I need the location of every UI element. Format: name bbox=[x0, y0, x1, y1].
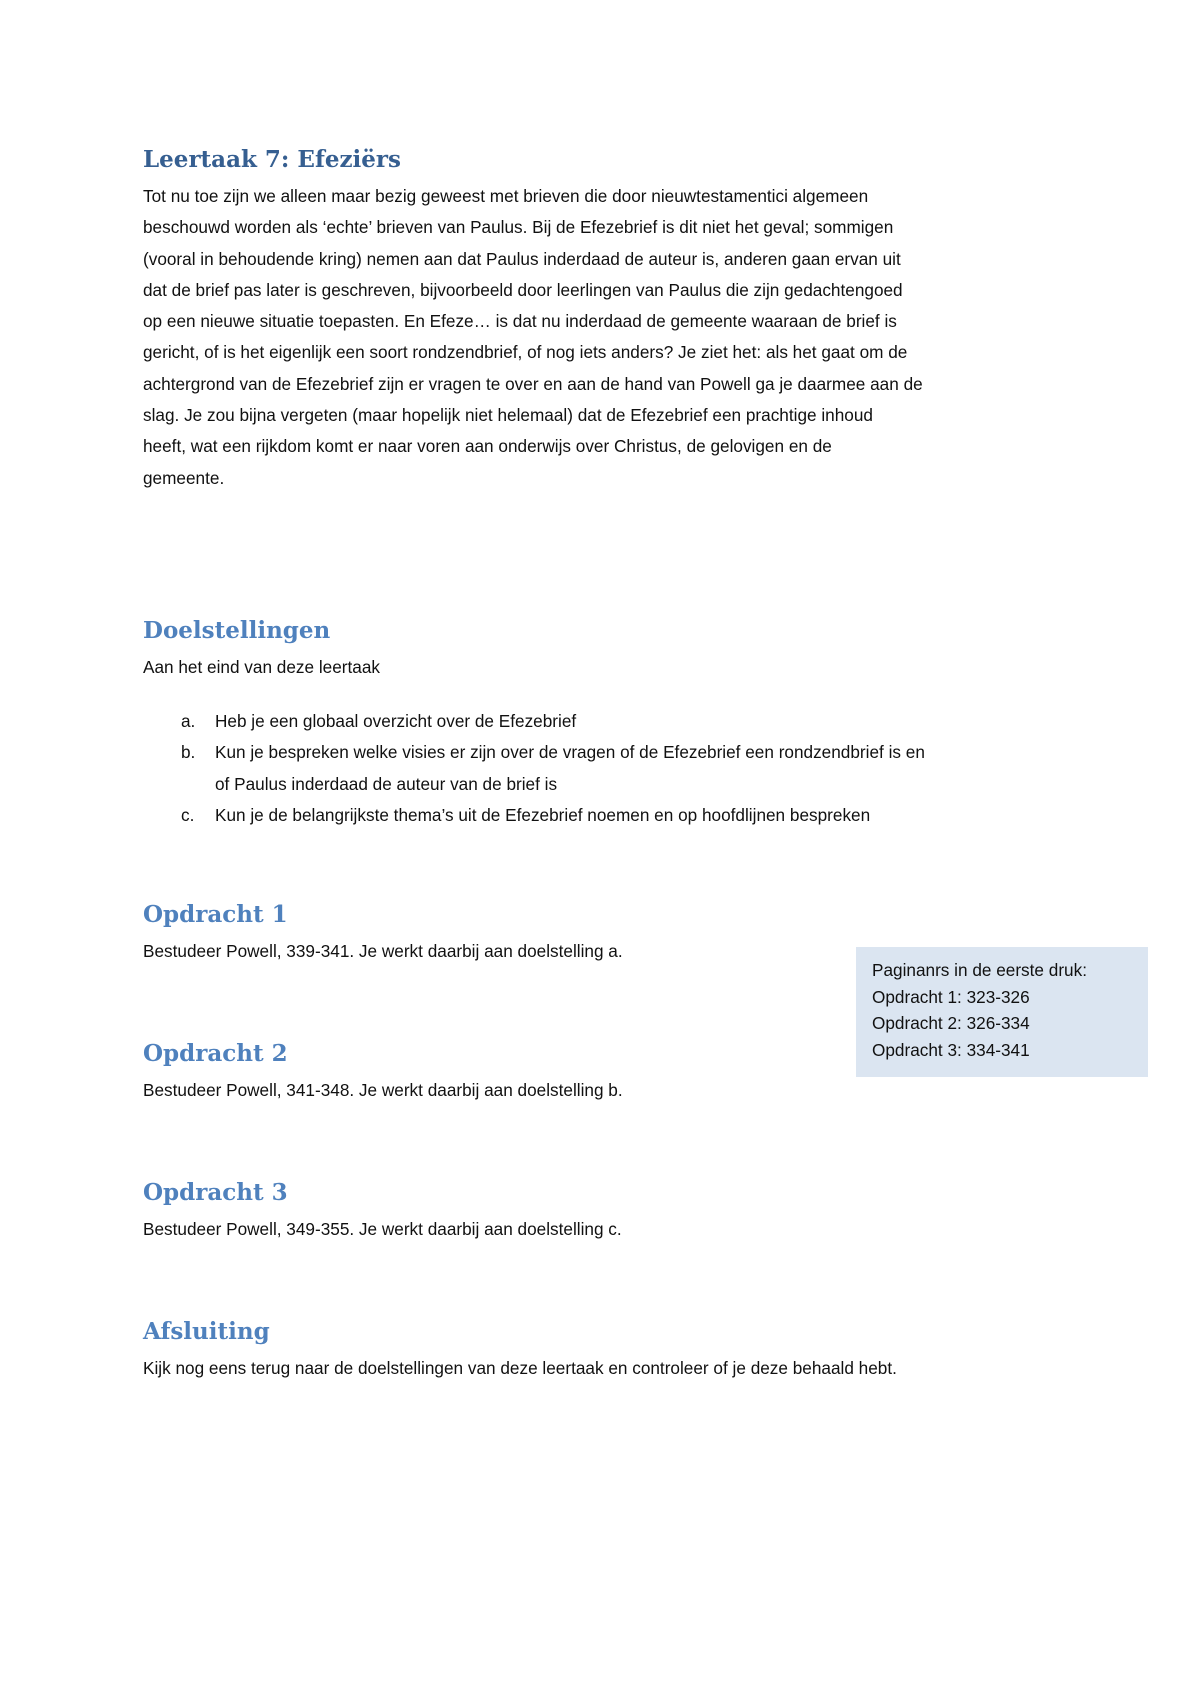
page-title: Leertaak 7: Efeziërs bbox=[143, 146, 401, 173]
goals-list bbox=[143, 706, 925, 831]
sidebox-line: Paginanrs in de eerste druk: bbox=[872, 960, 1087, 980]
goals-heading: Doelstellingen bbox=[143, 617, 331, 644]
list-marker: b. bbox=[181, 742, 196, 763]
list-item-text: Kun je bespreken welke visies er zijn over de vragen of de Efezebrief een rondzendbrief is en bbox=[215, 742, 925, 763]
list-marker: c. bbox=[181, 804, 195, 825]
intro-paragraph bbox=[143, 181, 1083, 494]
list-item-text: Heb je een globaal overzicht over de Efezebrief bbox=[215, 711, 577, 731]
list-item-text: of Paulus inderdaad de auteur van de brief is bbox=[215, 773, 558, 794]
intro-line: gericht, of is het eigenlijk een soort rondzendbrief, of nog iets anders? Je ziet het: als het gaat om de bbox=[143, 342, 908, 363]
assignment-1-text: Bestudeer Powell, 339-341. Je werkt daarbij aan doelstelling a. bbox=[143, 941, 623, 961]
closing-text: Kijk nog eens terug naar de doelstellingen van deze leertaak en controleer of je deze behaald hebt. bbox=[143, 1358, 897, 1378]
assignment-1-heading: Opdracht 1 bbox=[143, 901, 288, 928]
assignment-3-text: Bestudeer Powell, 349-355. Je werkt daarbij aan doelstelling c. bbox=[143, 1219, 622, 1239]
intro-line: Tot nu toe zijn we alleen maar bezig geweest met brieven die door nieuwtestamentici algemeen bbox=[143, 186, 869, 206]
list-marker: a. bbox=[181, 711, 196, 731]
intro-line: heeft, wat een rijkdom komt er naar voren aan onderwijs over Christus, de gelovigen en de bbox=[143, 436, 832, 457]
intro-line: beschouwd worden als ‘echte’ brieven van Paulus. Bij de Efezebrief is dit niet het geval; sommigen bbox=[143, 217, 894, 238]
list-item bbox=[143, 800, 925, 831]
intro-line: achtergrond van de Efezebrief zijn er vragen te over en aan de hand van Powell ga je daarmee aan de bbox=[143, 373, 923, 394]
sidebox-line: Opdracht 1: 323-326 bbox=[872, 986, 1030, 1007]
page-numbers-box bbox=[856, 947, 1148, 1077]
intro-line: gemeente. bbox=[143, 467, 225, 488]
assignment-3-heading: Opdracht 3 bbox=[143, 1179, 288, 1206]
intro-line: slag. Je zou bijna vergeten (maar hopelijk niet helemaal) dat de Efezebrief een prachtige inhoud bbox=[143, 405, 873, 426]
assignment-2-text: Bestudeer Powell, 341-348. Je werkt daarbij aan doelstelling b. bbox=[143, 1080, 623, 1100]
list-item bbox=[143, 706, 925, 737]
sidebox-line: Opdracht 3: 334-341 bbox=[872, 1039, 1030, 1060]
closing-heading: Afsluiting bbox=[143, 1318, 270, 1345]
list-item bbox=[143, 737, 925, 800]
intro-line: dat de brief pas later is geschreven, bijvoorbeeld door leerlingen van Paulus die zijn gedachtengoed bbox=[143, 279, 903, 300]
goals-lead: Aan het eind van deze leertaak bbox=[143, 657, 380, 677]
sidebox-line: Opdracht 2: 326-334 bbox=[872, 1013, 1030, 1033]
intro-line: (vooral in behoudende kring) nemen aan dat Paulus inderdaad de auteur is, anderen gaan ervan uit bbox=[143, 248, 901, 269]
list-item-text: Kun je de belangrijkste thema’s uit de Efezebrief noemen en op hoofdlijnen bespreken bbox=[215, 804, 871, 825]
assignment-2-heading: Opdracht 2 bbox=[143, 1040, 288, 1067]
intro-line: op een nieuwe situatie toepasten. En Efeze… is dat nu inderdaad de gemeente waaraan de brief is bbox=[143, 311, 897, 332]
